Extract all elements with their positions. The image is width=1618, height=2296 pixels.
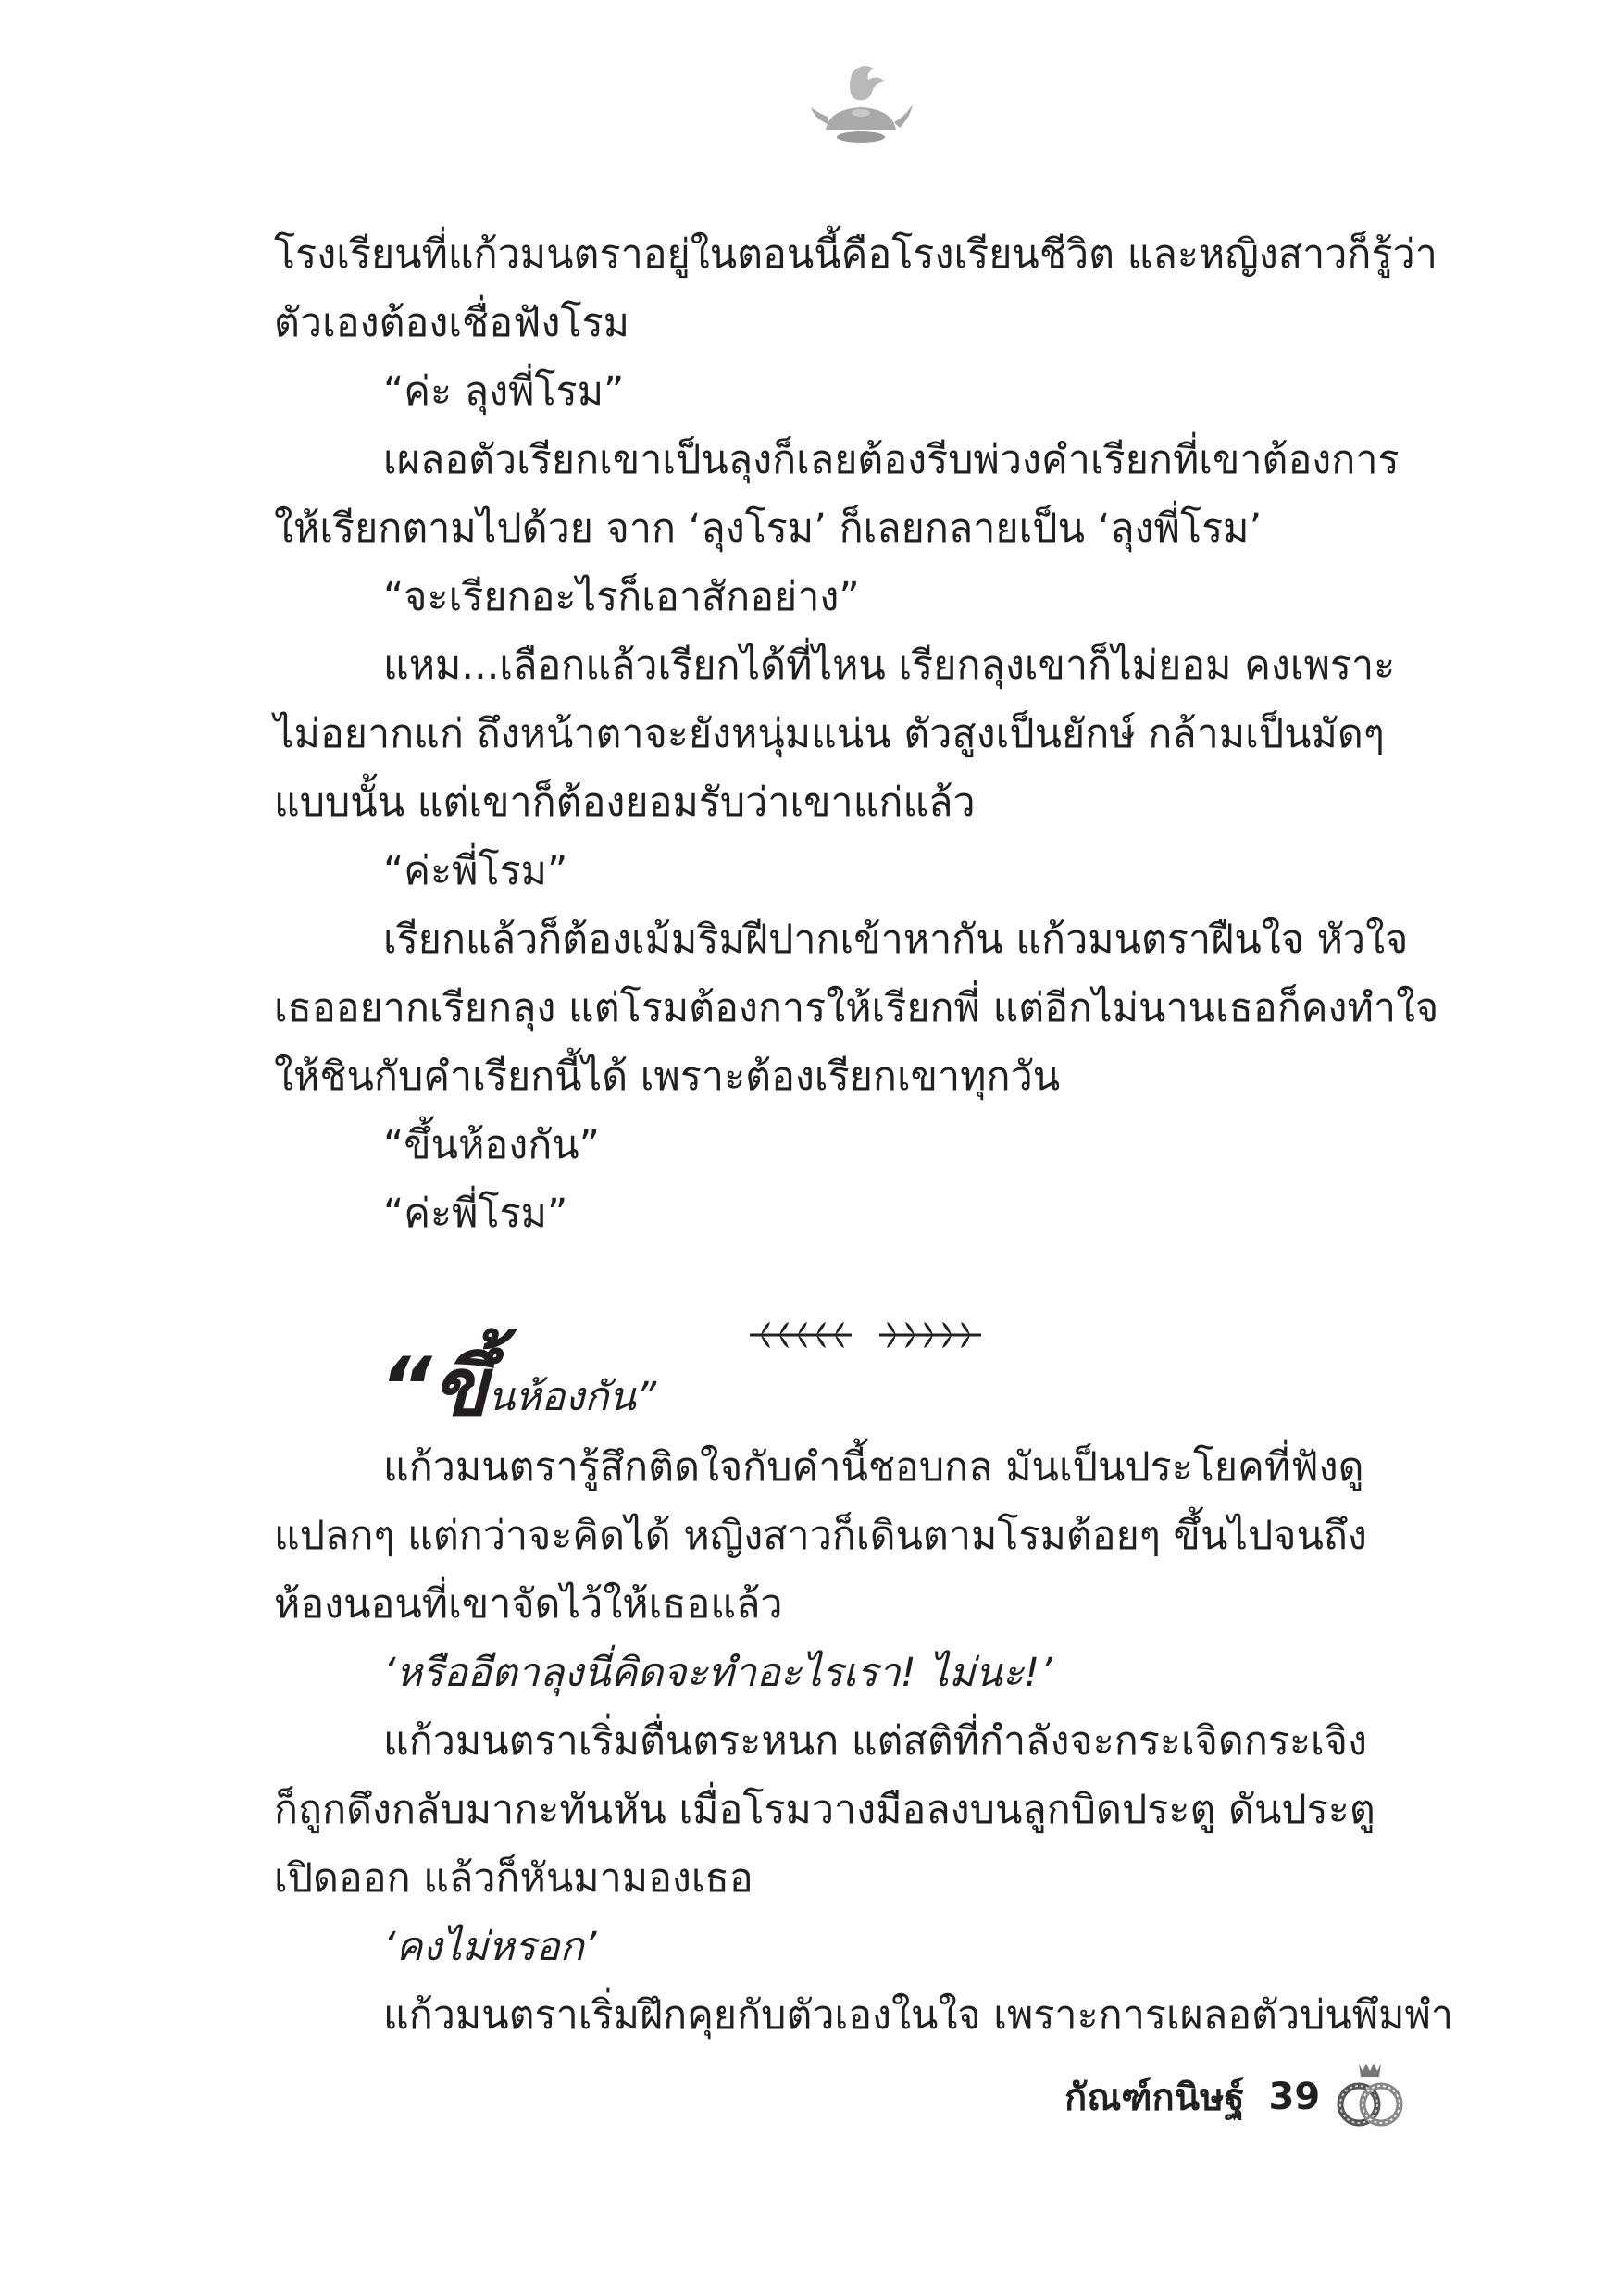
paragraph-line: เผลอตัวเรียกเขาเป็นลุงก็เลยต้องรีบพ่วงคำเรียกที่เขาต้องการ: [383, 437, 1400, 483]
wedding-rings-icon: [1333, 2060, 1407, 2134]
paragraph-line: “ค่ะพี่โรม”: [383, 848, 568, 894]
section-opening-rest: นห้องกัน”: [487, 1374, 657, 1420]
paragraph-line: แหม...เลือกแล้วเรียกได้ที่ไหน เรียกลุงเขาก็ไม่ยอม คงเพราะ: [383, 643, 1396, 689]
paragraph-line: โรงเรียนที่แก้วมนตราอยู่ในตอนนี้คือโรงเรียนชีวิต และหญิงสาวก็รู้ว่า: [274, 231, 1438, 278]
author-name: กัณฑ์กนิษฐ์: [1064, 2077, 1245, 2119]
paragraph-line: ‘หรืออีตาลุงนี่คิดจะทำอะไรเรา! ไม่นะ!’: [383, 1650, 1052, 1696]
paragraph-line: “ค่ะพี่โรม”: [383, 1191, 568, 1237]
paragraph-line: แก้วมนตรารู้สึกติดใจกับคำนี้ชอบกล มันเป็นประโยคที่ฟังดู: [383, 1444, 1364, 1491]
page-number: 39: [1268, 2076, 1321, 2118]
paragraph-line: ตัวเองต้องเชื่อฟังโรม: [274, 300, 630, 346]
paragraph-line: เปิดออก แล้วก็หันมามองเธอ: [274, 1855, 753, 1902]
paragraph-line: เรียกแล้วก็ต้องเม้มริมฝีปากเข้าหากัน แก้วมนตราฝืนใจ หัวใจ: [383, 917, 1409, 963]
paragraph-line: ก็ถูกดึงกลับมากะทันหัน เมื่อโรมวางมือลงบนลูกบิดประตู ดันประตู: [274, 1787, 1375, 1833]
paragraph-line: “จะเรียกอะไรก็เอาสักอย่าง”: [383, 574, 860, 620]
paragraph-line: “ขึ้นห้องกัน”: [383, 1122, 600, 1168]
drop-cap: “ขึ้: [380, 1340, 488, 1435]
paragraph-line: แบบนั้น แต่เขาก็ต้องยอมรับว่าเขาแก่แล้ว: [274, 780, 976, 826]
paragraph-line: “ค่ะ ลุงพี่โรม”: [383, 368, 625, 415]
body-text-after: [274, 1433, 1459, 2050]
paragraph-line: ให้เรียกตามไปด้วย จาก ‘ลุงโรม’ ก็เลยกลายเป็น ‘ลุงพี่โรม’: [274, 505, 1263, 552]
section-opening-line: [380, 1340, 657, 1435]
paragraph-line: แปลกๆ แต่กว่าจะคิดได้ หญิงสาวก็เดินตามโรมต้อยๆ ขึ้นไปจนถึง: [274, 1513, 1367, 1559]
paragraph-line: เธออยากเรียกลุง แต่โรมต้องการให้เรียกพี่ แต่อีกไม่นานเธอก็คงทำใจ: [274, 985, 1439, 1031]
paragraph-line: แก้วมนตราเริ่มฝึกคุยกับตัวเองในใจ เพราะการเผลอตัวบ่นพึมพำ: [383, 1992, 1453, 2039]
genie-lamp-icon: [805, 56, 916, 167]
paragraph-line: ‘คงไม่หรอก’: [383, 1924, 597, 1970]
leaf-divider-icon: [741, 1315, 990, 1352]
body-text-before: [274, 220, 1459, 1248]
page-footer: [1064, 2060, 1407, 2134]
paragraph-line: ให้ชินกับคำเรียกนี้ได้ เพราะต้องเรียกเขาทุกวัน: [274, 1054, 1061, 1100]
paragraph-line: ห้องนอนที่เขาจัดไว้ให้เธอแล้ว: [274, 1581, 783, 1628]
paragraph-line: ไม่อยากแก่ ถึงหน้าตาจะยังหนุ่มแน่น ตัวสูงเป็นยักษ์ กล้ามเป็นมัดๆ: [274, 711, 1385, 757]
paragraph-line: แก้วมนตราเริ่มตื่นตระหนก แต่สติที่กำลังจะกระเจิดกระเจิง: [383, 1718, 1367, 1765]
